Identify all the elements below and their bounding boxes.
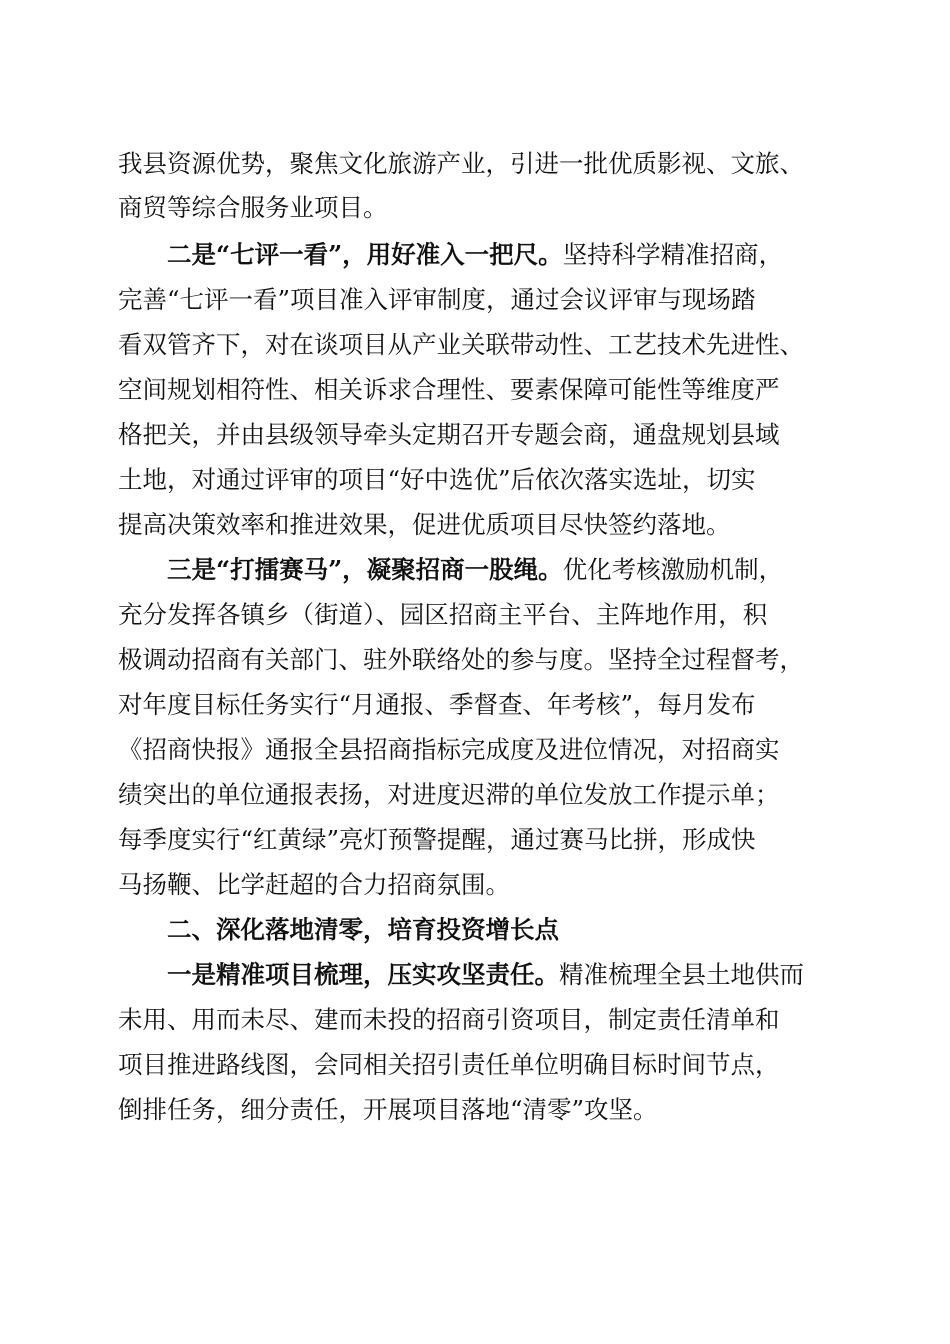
text-run: 倒排任务，细分责任，开展项目落地“清零”攻坚。: [118, 1095, 658, 1124]
text-line: [118, 818, 838, 862]
text-line: [118, 186, 838, 230]
lead-phrase: 二是“七评一看”，用好准入一把尺。: [118, 240, 563, 269]
text-run: 极调动招商有关部门、驻外联络处的参与度。坚持全过程督考，: [118, 645, 804, 674]
text-run: 每季度实行“红黄绿”亮灯预警提醒，通过赛马比拼，形成快: [118, 825, 756, 854]
text-line: [118, 1088, 838, 1132]
heading-text: 二、深化落地清零，培育投资增长点: [118, 915, 559, 944]
text-run: 优化考核激励机制，: [562, 555, 784, 584]
text-line: [118, 728, 838, 772]
text-line: [118, 593, 838, 637]
text-run: 土地，对通过评审的项目“好中选优”后依次落实选址，切实: [118, 465, 756, 494]
text-run: 绩突出的单位通报表扬，对进度迟滞的单位发放工作提示单；: [118, 780, 780, 809]
text-line: [118, 368, 838, 412]
text-run: 我县资源优势，聚焦文化旅游产业，引进一批优质影视、文旅、: [118, 149, 804, 178]
text-line: [118, 413, 838, 457]
text-run: 精准梳理全县土地供而: [559, 960, 804, 989]
text-line: [118, 638, 838, 682]
text-line: [118, 683, 838, 727]
text-run: 项目推进路线图，会同相关招引责任单位明确目标时间节点，: [118, 1050, 780, 1079]
text-line: [118, 773, 838, 817]
text-run: 空间规划相符性、相关诉求合理性、要素保障可能性等维度严: [118, 375, 780, 404]
text-run: 格把关，并由县级领导牵头定期召开专题会商，通盘规划县域: [118, 420, 780, 449]
text-line: [118, 233, 838, 277]
text-run: 未用、用而未尽、建而未投的招商引资项目，制定责任清单和: [118, 1005, 780, 1034]
text-run: 商贸等综合服务业项目。: [118, 193, 388, 222]
text-line: [118, 548, 838, 592]
text-line: [118, 863, 838, 907]
text-run: 充分发挥各镇乡（街道）、园区招商主平台、主阵地作用，积: [118, 600, 768, 629]
text-line: [118, 278, 838, 322]
text-run: 完善“七评一看”项目准入评审制度，通过会议评审与现场踏: [118, 285, 756, 314]
text-run: 马扬鞭、比学赶超的合力招商氛围。: [118, 870, 510, 899]
text-line: [118, 953, 838, 997]
section-heading: [118, 908, 838, 952]
text-run: 坚持科学精准招商，: [562, 240, 784, 269]
text-run: 看双管齐下，对在谈项目从产业关联带动性、工艺技术先进性、: [118, 330, 804, 359]
lead-phrase: 一是精准项目梳理，压实攻坚责任。: [118, 960, 559, 989]
text-line: [118, 998, 838, 1042]
text-line: [118, 503, 838, 547]
text-line: [118, 323, 838, 367]
text-run: 《招商快报》通报全县招商指标完成度及进位情况，对招商实: [118, 735, 780, 764]
text-run: 对年度目标任务实行“月通报、季督查、年考核”，每月发布: [118, 690, 756, 719]
text-line: [118, 142, 838, 186]
lead-phrase: 三是“打擂赛马”，凝聚招商一股绳。: [118, 555, 563, 584]
text-run: 提高决策效率和推进效果，促进优质项目尽快签约落地。: [118, 510, 731, 539]
text-line: [118, 1043, 838, 1087]
text-line: [118, 458, 838, 502]
